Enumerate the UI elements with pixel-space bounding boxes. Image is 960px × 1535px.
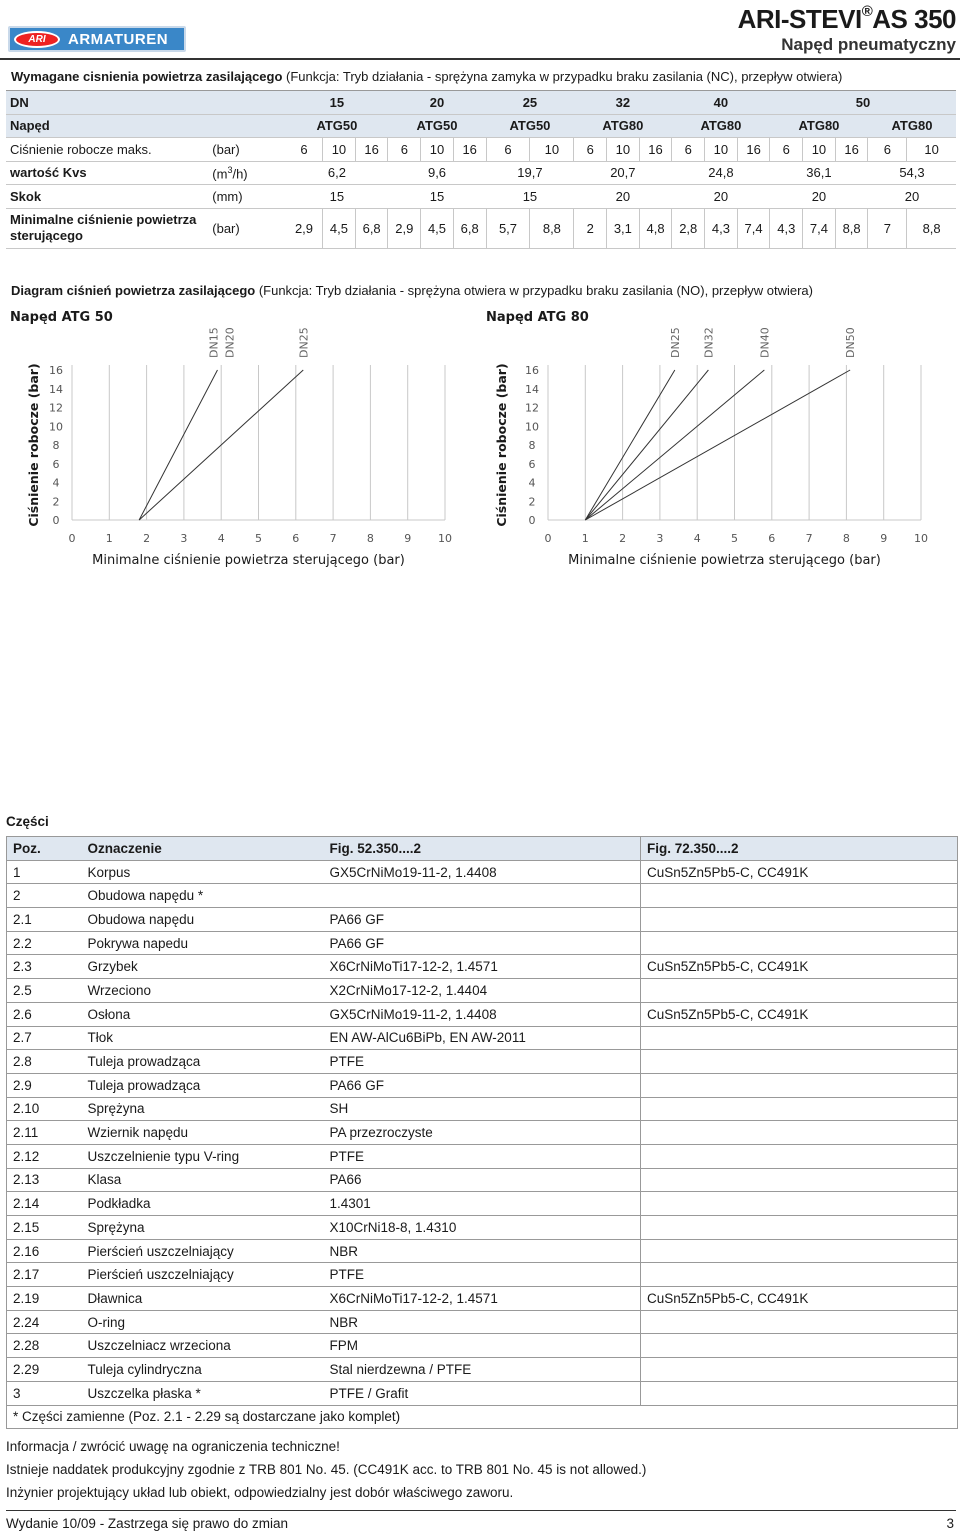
min-pressure-cell: 7 [868,208,907,248]
dn-cell: 15 [286,91,388,115]
pressure-cell: 10 [705,138,738,162]
part-poz: 2.7 [7,1026,82,1050]
series-top-label: DN15 [207,327,221,358]
part-fig2-material [641,1050,958,1074]
kvs-cell: 19,7 [486,161,574,185]
logo-wordmark: ARMATUREN [68,31,169,48]
pressure-cell: 10 [530,138,574,162]
part-name: Wrzeciono [82,979,324,1003]
page-number: 3 [946,1516,954,1531]
part-poz: 2.29 [7,1358,82,1382]
parts-row [7,1381,958,1405]
part-poz: 2.24 [7,1310,82,1334]
stroke-cell: 20 [868,185,956,209]
diagram-heading-bold: Diagram ciśnień powietrza zasilającego [11,283,256,298]
part-fig1-material: PA66 GF [324,931,641,955]
y-axis-label: Ciśnienie robocze (bar) [26,363,41,527]
part-poz: 2.12 [7,1144,82,1168]
kvs-cell: 24,8 [672,161,770,185]
spec-heading-rest: (Funkcja: Tryb działania - sprężyna zamyka w przypadku braku zasilania (NC), przepływ otwiera) [282,69,843,84]
part-name: Tłok [82,1026,324,1050]
pressure-cell: 10 [323,138,356,162]
pressure-cell: 6 [388,138,421,162]
parts-table [6,836,958,1429]
part-fig1-material: SH [324,1097,641,1121]
min-pressure-cell: 7,4 [737,208,770,248]
note-line: Informacja / zwrócić uwagę na ograniczenia techniczne! [6,1439,340,1454]
part-poz: 2.2 [7,931,82,955]
kvs-cell: 54,3 [868,161,956,185]
x-tick-label: 5 [255,532,262,545]
part-fig2-material [641,1334,958,1358]
part-name: Uszczelnienie typu V-ring [82,1144,324,1168]
stroke-cell: 20 [574,185,672,209]
min-pressure-cell: 5,7 [486,208,530,248]
part-fig2-material [641,1026,958,1050]
min-label-line2: sterującego [10,228,83,243]
min-pressure-cell: 4,3 [705,208,738,248]
part-fig1-material: PA66 GF [324,908,641,932]
chart-atg80 [476,305,960,575]
min-pressure-cell: 8,8 [907,208,956,248]
part-fig1-material: PTFE [324,1050,641,1074]
part-poz: 2.8 [7,1050,82,1074]
pressure-cell: 16 [453,138,486,162]
part-poz: 2.3 [7,955,82,979]
title-suffix: AS 350 [872,4,956,34]
drive-cell: ATG80 [868,114,956,138]
col-fig2: Fig. 72.350....2 [641,837,958,861]
pressure-cell: 6 [486,138,530,162]
kvs-unit-post: /h) [232,165,248,181]
min-pressure-cell: 4,3 [770,208,803,248]
col-poz: Poz. [7,837,82,861]
x-tick-label: 6 [292,532,300,545]
part-name: Osłona [82,1002,324,1026]
stroke-cell: 15 [388,185,486,209]
pressure-cell: 10 [907,138,956,162]
part-name: Uszczelniacz wrzeciona [82,1334,324,1358]
kvs-label: wartość Kvs [6,161,210,185]
x-tick-label: 7 [329,532,337,545]
parts-row [7,1002,958,1026]
y-tick-label: 0 [52,514,60,527]
series-line [585,370,850,520]
y-tick-label: 6 [52,457,60,471]
x-tick-label: 2 [143,532,151,545]
parts-row [7,884,958,908]
part-poz: 2.10 [7,1097,82,1121]
min-pressure-cell: 2,9 [388,208,421,248]
part-name: Pokrywa napedu [82,931,324,955]
part-poz: 2.1 [7,908,82,932]
part-fig1-material: X6CrNiMoTi17-12-2, 1.4571 [324,955,641,979]
drive-cell: ATG50 [486,114,574,138]
min-pressure-cell: 2,8 [672,208,705,248]
part-fig1-material: PTFE / Grafit [324,1381,641,1405]
part-name: Obudowa napędu * [82,884,324,908]
parts-footnote: * Części zamienne (Poz. 2.1 - 2.29 są dostarczane jako komplet) [7,1405,958,1429]
series-line [585,370,675,520]
series-line [585,370,708,520]
kvs-cell: 6,2 [286,161,388,185]
x-tick-label: 9 [880,532,888,545]
x-tick-label: 0 [544,532,552,545]
pressure-cell: 6 [286,138,323,162]
footer-edition: Wydanie 10/09 - Zastrzega się prawo do zmian [6,1516,289,1531]
drive-label: Napęd [6,114,286,138]
min-pressure-label [6,208,210,248]
parts-row [7,1073,958,1097]
col-fig1: Fig. 52.350....2 [324,837,641,861]
part-poz: 3 [7,1381,82,1405]
drive-cell: ATG80 [672,114,770,138]
pressure-cell: 10 [803,138,836,162]
pressure-cell: 16 [737,138,770,162]
part-fig2-material [641,1358,958,1382]
series-top-label: DN25 [668,327,682,358]
stroke-cell: 15 [486,185,574,209]
part-fig1-material: 1.4301 [324,1192,641,1216]
parts-row [7,1287,958,1311]
pressure-cell: 6 [672,138,705,162]
part-fig1-material: X10CrNi18-8, 1.4310 [324,1216,641,1240]
parts-row [7,1121,958,1145]
chart-title: Napęd ATG 80 [486,310,589,325]
parts-row [7,1263,958,1287]
y-tick-label: 2 [52,495,60,509]
part-name: Sprężyna [82,1097,324,1121]
stroke-row [6,185,956,209]
logo-oval-text: ARI [28,34,46,45]
part-name: Korpus [82,860,324,884]
min-pressure-cell: 3,1 [607,208,640,248]
part-fig2-material [641,1192,958,1216]
part-fig1-material: PA66 [324,1168,641,1192]
part-name: Dławnica [82,1287,324,1311]
stroke-cell: 20 [672,185,770,209]
y-tick-label: 2 [528,495,536,509]
part-fig1-material: PTFE [324,1144,641,1168]
part-fig1-material: GX5CrNiMo19-11-2, 1.4408 [324,1002,641,1026]
part-fig2-material [641,1216,958,1240]
part-fig2-material [641,1239,958,1263]
parts-row [7,1050,958,1074]
min-pressure-cell: 8,8 [835,208,868,248]
x-axis-label: Minimalne ciśnienie powietrza sterującego (bar) [92,553,405,568]
series-line [585,370,764,520]
col-name: Oznaczenie [82,837,324,861]
y-tick-label: 12 [525,401,539,415]
y-tick-label: 0 [528,514,536,527]
part-name: Pierścień uszczelniający [82,1239,324,1263]
spec-table [6,90,956,249]
parts-row [7,1310,958,1334]
part-fig1-material: EN AW-AlCu6BiPb, EN AW-2011 [324,1026,641,1050]
part-fig1-material: NBR [324,1310,641,1334]
part-fig2-material [641,1121,958,1145]
parts-row [7,979,958,1003]
part-fig2-material [641,1073,958,1097]
part-fig1-material: X2CrNiMo17-12-2, 1.4404 [324,979,641,1003]
min-label-line1: Minimalne ciśnienie powietrza [10,212,197,227]
parts-footnote-row [7,1405,958,1429]
series-line [139,370,217,520]
min-pressure-row [6,208,956,248]
chart-atg50 [0,305,480,575]
series-top-label: DN32 [702,327,716,358]
parts-row [7,1192,958,1216]
company-logo [8,26,186,52]
y-tick-label: 14 [525,382,539,396]
x-tick-label: 2 [619,532,627,545]
y-tick-label: 14 [49,382,63,396]
x-tick-label: 7 [805,532,813,545]
part-fig1-material: PA przezroczyste [324,1121,641,1145]
part-name: O-ring [82,1310,324,1334]
part-name: Tuleja cylindryczna [82,1358,324,1382]
part-name: Wziernik napędu [82,1121,324,1145]
part-name: Uszczelka płaska * [82,1381,324,1405]
series-top-label: DN25 [297,327,311,358]
min-pressure-cell: 8,8 [530,208,574,248]
title-prefix: ARI-STEVI [737,4,862,34]
parts-row [7,955,958,979]
dn-cell: 32 [574,91,672,115]
part-poz: 2.6 [7,1002,82,1026]
chart-title: Napęd ATG 50 [10,310,113,325]
series-top-label: DN40 [758,327,772,358]
y-tick-label: 10 [49,420,63,434]
page-subtitle: Napęd pneumatyczny [781,35,956,54]
registered-mark: ® [861,3,873,20]
part-fig2-material [641,1263,958,1287]
y-tick-label: 12 [49,401,63,415]
x-tick-label: 8 [366,532,374,545]
x-tick-label: 1 [581,532,589,545]
part-poz: 2.19 [7,1287,82,1311]
part-fig2-material [641,979,958,1003]
part-fig1-material [324,884,641,908]
part-poz: 2.16 [7,1239,82,1263]
pressure-cell: 6 [868,138,907,162]
part-fig1-material: NBR [324,1239,641,1263]
dn-label: DN [6,91,286,115]
part-name: Podkładka [82,1192,324,1216]
y-tick-label: 16 [49,364,63,377]
drive-row [6,114,956,138]
y-axis-label: Ciśnienie robocze (bar) [494,363,509,527]
part-poz: 1 [7,860,82,884]
part-poz: 2 [7,884,82,908]
drive-cell: ATG80 [770,114,868,138]
y-tick-label: 6 [528,457,536,471]
drive-cell: ATG50 [286,114,388,138]
pressure-cell: 10 [607,138,640,162]
part-fig2-material: CuSn5Zn5Pb5-C, CC491K [641,860,958,884]
min-pressure-cell: 2,9 [286,208,323,248]
pressure-label: Ciśnienie robocze maks. [6,138,210,162]
part-poz: 2.9 [7,1073,82,1097]
part-poz: 2.5 [7,979,82,1003]
part-fig2-material [641,1144,958,1168]
y-tick-label: 10 [525,420,539,434]
pressure-cell: 10 [421,138,454,162]
x-tick-label: 3 [656,532,664,545]
dn-cell: 20 [388,91,486,115]
kvs-unit-pre: (m [212,165,228,181]
x-axis-label: Minimalne ciśnienie powietrza sterującego (bar) [568,553,881,568]
parts-row [7,1168,958,1192]
part-poz: 2.17 [7,1263,82,1287]
part-poz: 2.14 [7,1192,82,1216]
x-tick-label: 10 [438,532,452,545]
header-rule [0,58,960,60]
min-pressure-cell: 4,5 [323,208,356,248]
series-top-label: DN20 [223,327,237,358]
stroke-cell: 15 [286,185,388,209]
x-tick-label: 10 [914,532,928,545]
part-fig2-material [641,1381,958,1405]
part-fig2-material: CuSn5Zn5Pb5-C, CC491K [641,1002,958,1026]
y-tick-label: 4 [528,476,536,490]
parts-row [7,1097,958,1121]
parts-row [7,931,958,955]
stroke-label: Skok [6,185,210,209]
part-fig2-material [641,1168,958,1192]
y-tick-label: 8 [52,439,60,452]
part-fig2-material [641,1097,958,1121]
part-fig2-material [641,1310,958,1334]
x-tick-label: 9 [404,532,412,545]
note-line: Inżynier projektujący układ lub obiekt, odpowiedzialny jest dobór właściwego zaworu. [6,1485,514,1500]
part-fig2-material: CuSn5Zn5Pb5-C, CC491K [641,1287,958,1311]
x-tick-label: 3 [180,532,188,545]
x-tick-label: 4 [693,532,701,545]
part-fig1-material: X6CrNiMoTi17-12-2, 1.4571 [324,1287,641,1311]
x-tick-label: 1 [105,532,113,545]
part-name: Klasa [82,1168,324,1192]
parts-row [7,1239,958,1263]
x-tick-label: 0 [68,532,76,545]
part-fig2-material: CuSn5Zn5Pb5-C, CC491K [641,955,958,979]
dn-cell: 40 [672,91,770,115]
parts-row [7,1026,958,1050]
pressure-row [6,138,956,162]
pressure-unit: (bar) [210,138,286,162]
part-fig1-material: FPM [324,1334,641,1358]
min-pressure-cell: 4,8 [639,208,672,248]
parts-row [7,908,958,932]
kvs-unit [210,161,286,185]
pressure-cell: 16 [639,138,672,162]
stroke-unit: (mm) [210,185,286,209]
x-tick-label: 8 [842,532,850,545]
part-poz: 2.15 [7,1216,82,1240]
drive-cell: ATG50 [388,114,486,138]
page-title [738,4,956,35]
part-fig1-material: GX5CrNiMo19-11-2, 1.4408 [324,860,641,884]
parts-row [7,1144,958,1168]
parts-header-row [7,837,958,861]
min-pressure-unit: (bar) [210,208,286,248]
kvs-cell: 36,1 [770,161,868,185]
min-pressure-cell: 7,4 [803,208,836,248]
pressure-cell: 6 [574,138,607,162]
x-tick-label: 5 [731,532,738,545]
part-name: Tuleja prowadząca [82,1073,324,1097]
part-name: Tuleja prowadząca [82,1050,324,1074]
pressure-cell: 16 [355,138,388,162]
logo-oval [14,31,60,48]
part-name: Sprężyna [82,1216,324,1240]
min-pressure-cell: 6,8 [355,208,388,248]
parts-row [7,1334,958,1358]
stroke-cell: 20 [770,185,868,209]
spec-heading-bold: Wymagane cisnienia powietrza zasilającego [11,69,283,84]
dn-cell: 25 [486,91,574,115]
y-tick-label: 16 [525,364,539,377]
part-name: Pierścień uszczelniający [82,1263,324,1287]
kvs-cell: 9,6 [388,161,486,185]
parts-row [7,860,958,884]
series-top-label: DN50 [844,327,858,358]
min-pressure-cell: 4,5 [421,208,454,248]
part-fig1-material: PA66 GF [324,1073,641,1097]
y-tick-label: 4 [52,476,60,490]
pressure-cell: 6 [770,138,803,162]
min-pressure-cell: 6,8 [453,208,486,248]
parts-row [7,1216,958,1240]
part-fig2-material [641,931,958,955]
note-line: Istnieje naddatek produkcyjny zgodnie z TRB 801 No. 45. (CC491K acc. to TRB 801 No. 45 is not allowed.) [6,1462,647,1477]
footer-rule [6,1510,956,1511]
x-tick-label: 6 [768,532,776,545]
part-fig1-material: Stal nierdzewna / PTFE [324,1358,641,1382]
parts-heading: Części [6,814,49,829]
y-tick-label: 8 [528,439,536,452]
min-pressure-cell: 2 [574,208,607,248]
diagram-heading-rest: (Funkcja: Tryb działania - sprężyna otwiera w przypadku braku zasilania (NO), przepływ otwiera) [255,283,813,298]
diagram-section-heading [11,283,813,298]
kvs-unit-sup: 3 [227,164,233,175]
drive-cell: ATG80 [574,114,672,138]
dn-row [6,91,956,115]
part-name: Obudowa napędu [82,908,324,932]
part-fig2-material [641,908,958,932]
dn-cell: 50 [770,91,956,115]
part-poz: 2.13 [7,1168,82,1192]
part-name: Grzybek [82,955,324,979]
kvs-cell: 20,7 [574,161,672,185]
part-poz: 2.28 [7,1334,82,1358]
parts-row [7,1358,958,1382]
part-fig2-material [641,884,958,908]
x-tick-label: 4 [217,532,225,545]
part-poz: 2.11 [7,1121,82,1145]
spec-section-heading [11,69,842,84]
part-fig1-material: PTFE [324,1263,641,1287]
kvs-row [6,161,956,185]
pressure-cell: 16 [835,138,868,162]
